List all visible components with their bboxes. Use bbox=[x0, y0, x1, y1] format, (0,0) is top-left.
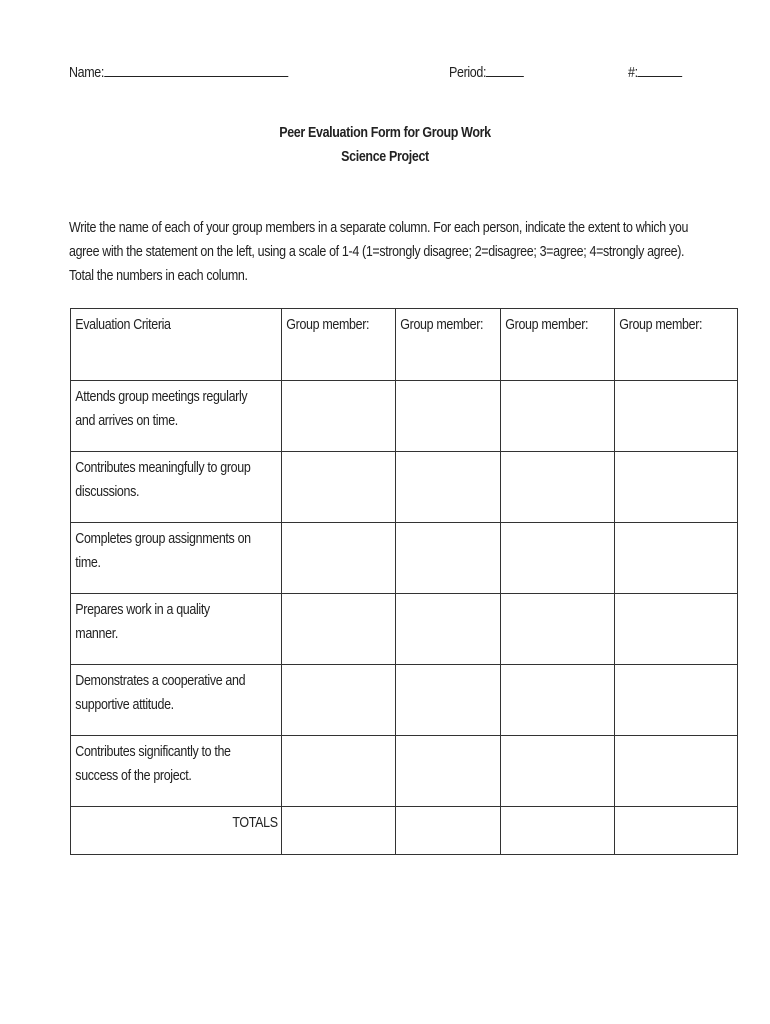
criterion-label: Completes group assignments on time. bbox=[75, 531, 251, 571]
criterion-label: Demonstrates a cooperative and supportive attitude. bbox=[75, 673, 246, 713]
score-cell[interactable] bbox=[396, 594, 501, 665]
score-cell[interactable] bbox=[396, 523, 501, 594]
total-cell[interactable] bbox=[396, 807, 501, 855]
member-header-cell[interactable] bbox=[396, 309, 501, 381]
score-cell[interactable] bbox=[501, 452, 615, 523]
score-cell[interactable] bbox=[615, 594, 738, 665]
number-blank-line[interactable] bbox=[638, 62, 683, 77]
score-cell[interactable] bbox=[282, 665, 396, 736]
form-subtitle-text: Science Project bbox=[341, 149, 429, 165]
table-header-row bbox=[71, 309, 738, 381]
totals-label: TOTALS bbox=[232, 815, 278, 831]
member-header: Group member: bbox=[619, 317, 703, 333]
table-row bbox=[71, 523, 738, 594]
score-cell[interactable] bbox=[615, 452, 738, 523]
score-cell[interactable] bbox=[282, 523, 396, 594]
criterion-cell bbox=[71, 594, 282, 665]
totals-row bbox=[71, 807, 738, 855]
criteria-header-cell bbox=[71, 309, 282, 381]
criterion-label: Contributes meaningfully to group discussions. bbox=[75, 460, 251, 500]
number-field[interactable] bbox=[628, 62, 682, 81]
total-cell[interactable] bbox=[282, 807, 396, 855]
member-header: Group member: bbox=[505, 317, 589, 333]
score-cell[interactable] bbox=[615, 736, 738, 807]
score-cell[interactable] bbox=[501, 381, 615, 452]
member-header: Group member: bbox=[400, 317, 484, 333]
table-row bbox=[71, 665, 738, 736]
criterion-label: Attends group meetings regularly and arrives on time. bbox=[75, 389, 248, 429]
period-label: Period: bbox=[449, 65, 487, 81]
table-row bbox=[71, 736, 738, 807]
evaluation-table bbox=[70, 308, 738, 855]
period-field[interactable] bbox=[449, 62, 524, 81]
totals-label-cell bbox=[71, 807, 282, 855]
table-row bbox=[71, 452, 738, 523]
period-blank-line[interactable] bbox=[486, 62, 524, 77]
criterion-cell bbox=[71, 665, 282, 736]
criterion-label: Contributes significantly to the success of the project. bbox=[75, 744, 231, 784]
member-header-cell[interactable] bbox=[282, 309, 396, 381]
table-row bbox=[71, 594, 738, 665]
score-cell[interactable] bbox=[282, 736, 396, 807]
score-cell[interactable] bbox=[501, 665, 615, 736]
score-cell[interactable] bbox=[282, 381, 396, 452]
form-title-text: Peer Evaluation Form for Group Work bbox=[279, 125, 491, 141]
score-cell[interactable] bbox=[282, 452, 396, 523]
name-field[interactable] bbox=[69, 62, 288, 81]
criterion-cell bbox=[71, 736, 282, 807]
instructions-paragraph: Write the name of each of your group members in a separate column. For each person, indicate the extent to which you agree with the statement on the left, using a scale of 1-4 (1=strongly disagree; 2=disagree; 3=agree; 4=strongly agree). Total the numbers in each column. bbox=[69, 220, 689, 284]
criterion-cell bbox=[71, 381, 282, 452]
score-cell[interactable] bbox=[396, 452, 501, 523]
form-subtitle bbox=[0, 149, 770, 165]
score-cell[interactable] bbox=[615, 381, 738, 452]
criterion-cell bbox=[71, 523, 282, 594]
score-cell[interactable] bbox=[615, 523, 738, 594]
member-header: Group member: bbox=[286, 317, 370, 333]
member-header-cell[interactable] bbox=[501, 309, 615, 381]
total-cell[interactable] bbox=[615, 807, 738, 855]
table-row bbox=[71, 381, 738, 452]
score-cell[interactable] bbox=[501, 736, 615, 807]
form-title bbox=[0, 125, 770, 141]
score-cell[interactable] bbox=[501, 594, 615, 665]
member-header-cell[interactable] bbox=[615, 309, 738, 381]
criteria-header: Evaluation Criteria bbox=[75, 317, 171, 333]
total-cell[interactable] bbox=[501, 807, 615, 855]
number-label: #: bbox=[628, 65, 638, 81]
criterion-cell bbox=[71, 452, 282, 523]
score-cell[interactable] bbox=[282, 594, 396, 665]
name-blank-line[interactable] bbox=[104, 62, 288, 77]
score-cell[interactable] bbox=[615, 665, 738, 736]
criterion-label: Prepares work in a quality manner. bbox=[75, 602, 210, 642]
score-cell[interactable] bbox=[396, 381, 501, 452]
score-cell[interactable] bbox=[396, 665, 501, 736]
score-cell[interactable] bbox=[396, 736, 501, 807]
score-cell[interactable] bbox=[501, 523, 615, 594]
name-label: Name: bbox=[69, 65, 105, 81]
